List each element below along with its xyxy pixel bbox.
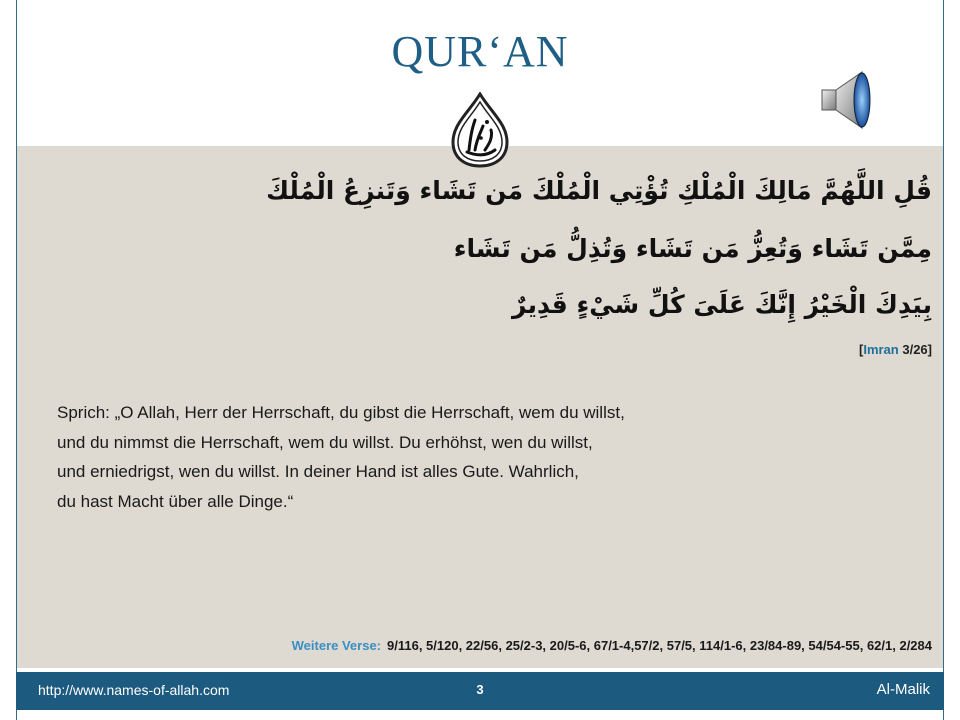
verse-reference <box>859 342 932 357</box>
footer-url-link[interactable]: http://www.names-of-allah.com <box>38 682 230 698</box>
translation-line-3: und erniedrigst, wen du willst. In deiner Hand ist alles Gute. Wahrlich, <box>57 462 579 481</box>
footer-name: Al-Malik <box>876 681 930 698</box>
page-number: 3 <box>476 682 484 697</box>
translation-line-1: Sprich: „O Allah, Herr der Herrschaft, du gibst die Herrschaft, wem du willst, <box>57 403 625 422</box>
reference-close-bracket: ] <box>927 342 932 357</box>
arabic-verse-line-2: مِمَّن تَشَاء وَتُعِزُّ مَن تَشَاء وَتُذِلُّ مَن تَشَاء <box>453 234 932 263</box>
more-verses <box>292 638 932 653</box>
more-verses-label: Weitere Verse: <box>291 638 382 653</box>
al-malik-calligraphy-icon <box>451 92 509 168</box>
slide-title: QUR‘AN <box>391 27 569 76</box>
reference-verse: 3/26 <box>898 342 928 357</box>
reference-surah: Imran <box>863 342 899 357</box>
arabic-verse-line-3: بِيَدِكَ الْخَيْرُ إِنَّكَ عَلَىَ كُلِّ شَيْءٍ قَدِيرٌ <box>512 290 932 319</box>
arabic-verse-line-1: قُلِ اللَّهُمَّ مَالِكَ الْمُلْكِ تُؤْتِي الْمُلْكَ مَن تَشَاء وَتَنزِعُ الْمُلْكَ <box>266 176 932 205</box>
more-verses-values: 9/116, 5/120, 22/56, 25/2-3, 20/5-6, 67/1-4,57/2, 57/5, 114/1-6, 23/84-89, 54/54-55, 62/1, 2/284 <box>387 638 932 653</box>
speaker-icon[interactable] <box>818 68 882 132</box>
footer-bar <box>16 672 944 710</box>
translation-line-2: und du nimmst die Herrschaft, wem du willst. Du erhöhst, wen du willst, <box>57 432 593 452</box>
translation-line-4: du hast Macht über alle Dinge.“ <box>57 491 294 511</box>
reference-open-bracket: [ <box>858 342 864 357</box>
german-translation <box>57 398 817 516</box>
